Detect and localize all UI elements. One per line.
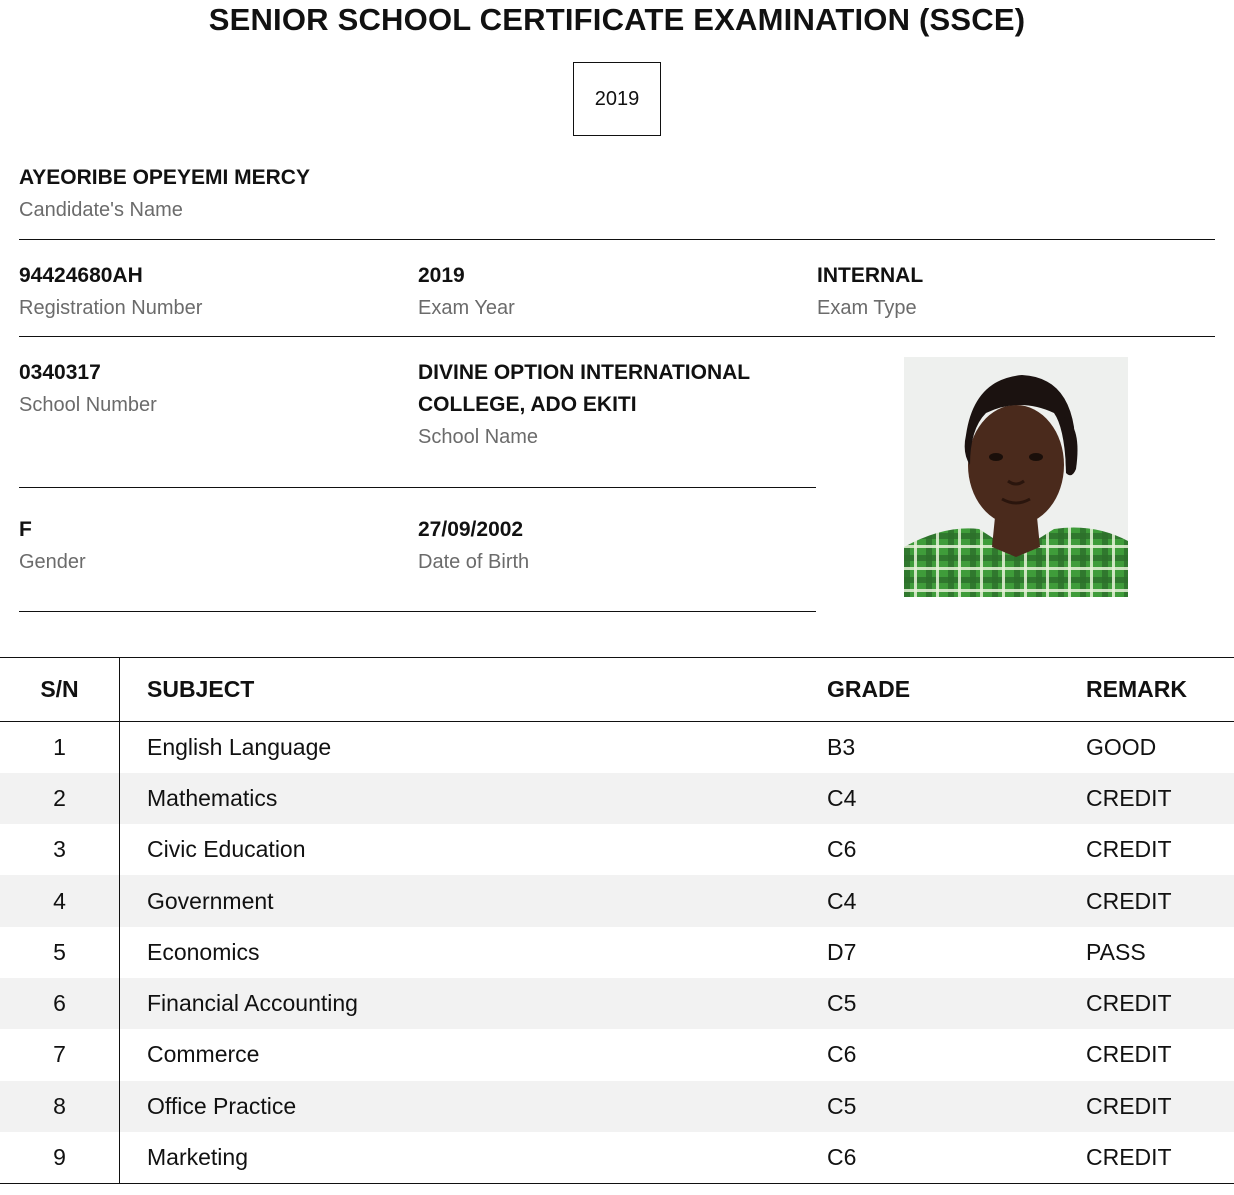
table-row [0,1132,1234,1183]
year-box: 2019 [573,62,661,136]
exam-type-label: Exam Type [817,297,917,319]
row-remark: CREDIT [1086,887,1172,914]
school-number-label: School Number [19,394,157,416]
row-grade: C5 [827,990,857,1017]
row-sn: 2 [0,773,120,824]
table-row [0,824,1234,875]
exam-type: INTERNAL [817,264,924,287]
column-header-subject: SUBJECT [147,676,255,702]
row-subject: Mathematics [147,784,278,811]
exam-year-field [418,260,515,324]
column-header-remark: REMARK [1086,676,1187,702]
school-number: 0340317 [19,361,101,384]
table-row [0,1081,1234,1132]
gender: F [19,518,32,541]
row-subject: Financial Accounting [147,990,358,1017]
registration-number: 94424680AH [19,264,143,287]
row-sn: 6 [0,978,120,1029]
candidate-name: AYEORIBE OPEYEMI MERCY [19,166,310,189]
gender-field [19,514,86,578]
table-row [0,978,1234,1029]
school-name-field [418,357,750,453]
dob-label: Date of Birth [418,551,530,573]
row-grade: D7 [827,938,857,965]
page-title: SENIOR SCHOOL CERTIFICATE EXAMINATION (SSCE) [208,2,1026,37]
row-sn: 5 [0,927,120,978]
divider [19,239,1215,240]
column-header-sn: S/N [0,658,120,722]
row-remark: CREDIT [1086,836,1172,863]
table-row [0,875,1234,926]
row-subject: Civic Education [147,836,306,863]
table-row [0,1029,1234,1080]
row-sn: 1 [0,722,120,773]
registration-field [19,260,202,324]
row-grade: C6 [827,1041,857,1068]
gender-label: Gender [19,551,86,573]
registration-label: Registration Number [19,297,203,319]
results-table [0,657,1234,1184]
row-subject: Marketing [147,1143,248,1170]
school-name-line2: COLLEGE, ADO EKITI [418,393,637,416]
row-remark: CREDIT [1086,1092,1172,1119]
row-sn: 7 [0,1029,120,1080]
exam-year: 2019 [418,264,465,287]
results-header-row [0,658,1234,722]
row-remark: CREDIT [1086,1041,1172,1068]
row-grade: C4 [827,784,857,811]
row-sn: 9 [0,1132,120,1183]
school-name-line1: DIVINE OPTION INTERNATIONAL [418,361,751,384]
row-remark: GOOD [1086,733,1157,760]
school-name-label: School Name [418,426,539,448]
candidate-name-label: Candidate's Name [19,199,183,221]
divider [19,487,816,488]
row-grade: C4 [827,887,857,914]
date-of-birth: 27/09/2002 [418,518,524,541]
divider [19,336,1215,337]
column-header-grade: GRADE [827,676,911,702]
divider [19,611,816,612]
row-grade: C6 [827,1143,857,1170]
row-remark: CREDIT [1086,1143,1172,1170]
row-remark: CREDIT [1086,784,1172,811]
exam-type-field [817,260,923,324]
candidate-name-field [19,162,310,226]
table-row [0,773,1234,824]
row-sn: 8 [0,1081,120,1132]
dob-field [418,514,529,578]
row-subject: English Language [147,733,332,760]
row-subject: Office Practice [147,1092,297,1119]
exam-year-label: Exam Year [418,297,515,319]
row-subject: Commerce [147,1041,260,1068]
row-sn: 4 [0,875,120,926]
row-grade: B3 [827,733,856,760]
table-row [0,927,1234,978]
school-number-field [19,357,157,421]
row-subject: Government [147,887,274,914]
candidate-photo [904,357,1128,597]
row-remark: CREDIT [1086,990,1172,1017]
row-subject: Economics [147,938,260,965]
row-sn: 3 [0,824,120,875]
row-grade: C6 [827,836,857,863]
row-grade: C5 [827,1092,857,1119]
candidate-photo-illustration [904,357,1128,597]
row-remark: PASS [1086,938,1146,965]
table-row [0,722,1234,773]
